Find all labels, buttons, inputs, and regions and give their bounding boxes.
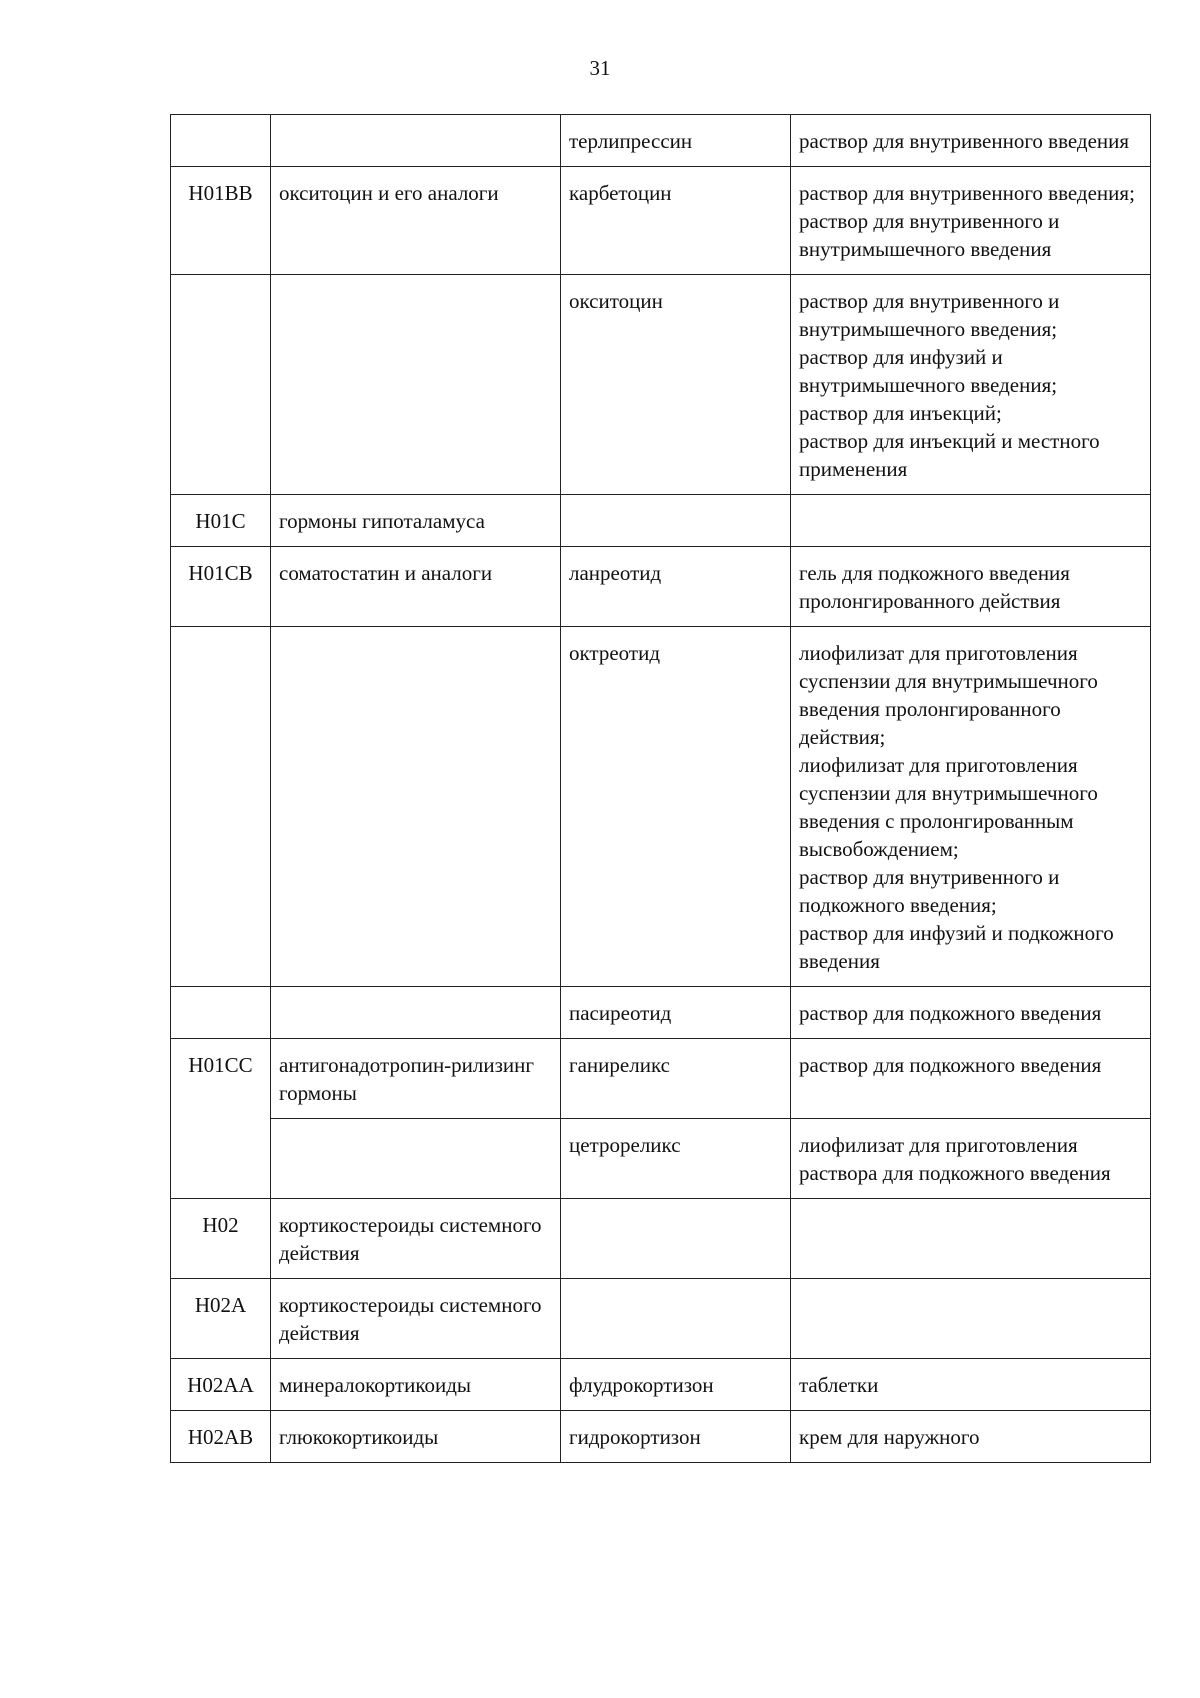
atc-code-cell: H01C bbox=[171, 495, 271, 547]
table-row bbox=[171, 627, 1151, 987]
drug-cell: флудрокортизон bbox=[561, 1359, 791, 1411]
atc-code-cell bbox=[171, 987, 271, 1039]
dosage-form-cell bbox=[791, 627, 1151, 987]
group-cell: кортикостероиды системного действия bbox=[271, 1279, 561, 1359]
drug-cell bbox=[561, 495, 791, 547]
dosage-form-line: гель для подкожного введения пролонгированного действия bbox=[799, 561, 1070, 613]
atc-code-cell: H02 bbox=[171, 1199, 271, 1279]
drug-cell: карбетоцин bbox=[561, 167, 791, 275]
drug-table bbox=[170, 114, 1151, 1463]
group-cell bbox=[271, 115, 561, 167]
group-cell: глюкокортикоиды bbox=[271, 1411, 561, 1463]
group-cell: антигонадотропин-рилизинг гормоны bbox=[271, 1039, 561, 1119]
group-cell: соматостатин и аналоги bbox=[271, 547, 561, 627]
drug-cell: октреотид bbox=[561, 627, 791, 987]
drug-cell: окситоцин bbox=[561, 275, 791, 495]
group-cell bbox=[271, 275, 561, 495]
dosage-form-line: лиофилизат для приготовления раствора для подкожного введения bbox=[799, 1133, 1111, 1185]
dosage-form-line: лиофилизат для приготовления суспензии для внутримышечного введения с пролонгированным высвобождением; bbox=[799, 753, 1098, 861]
drug-cell bbox=[561, 1199, 791, 1279]
page-number: 31 bbox=[589, 56, 611, 80]
drug-cell: ганиреликс bbox=[561, 1039, 791, 1119]
dosage-form-line: таблетки bbox=[799, 1373, 879, 1397]
group-cell bbox=[271, 627, 561, 987]
atc-code-cell bbox=[171, 115, 271, 167]
dosage-form-cell bbox=[791, 495, 1151, 547]
group-cell bbox=[271, 987, 561, 1039]
dosage-form-cell bbox=[791, 167, 1151, 275]
table-row bbox=[171, 1411, 1151, 1463]
dosage-form-line: крем для наружного bbox=[799, 1425, 980, 1449]
atc-code-cell bbox=[171, 275, 271, 495]
dosage-form-line: раствор для инфузий и внутримышечного введения; bbox=[799, 345, 1058, 397]
table-row bbox=[171, 1199, 1151, 1279]
dosage-form-cell bbox=[791, 1199, 1151, 1279]
dosage-form-line: раствор для внутривенного введения; bbox=[799, 181, 1135, 205]
group-cell bbox=[271, 1119, 561, 1199]
dosage-form-cell bbox=[791, 1359, 1151, 1411]
group-cell: окситоцин и его аналоги bbox=[271, 167, 561, 275]
drug-cell: пасиреотид bbox=[561, 987, 791, 1039]
dosage-form-cell bbox=[791, 1411, 1151, 1463]
table-row bbox=[171, 547, 1151, 627]
dosage-form-cell bbox=[791, 115, 1151, 167]
drug-cell: гидрокортизон bbox=[561, 1411, 791, 1463]
atc-code-cell: H02AB bbox=[171, 1411, 271, 1463]
atc-code-cell: H02A bbox=[171, 1279, 271, 1359]
group-cell: минералокортикоиды bbox=[271, 1359, 561, 1411]
atc-code-cell: H02AA bbox=[171, 1359, 271, 1411]
dosage-form-line: раствор для инъекций и местного применения bbox=[799, 429, 1100, 481]
table-row bbox=[171, 1119, 1151, 1199]
dosage-form-cell bbox=[791, 275, 1151, 495]
dosage-form-line: раствор для внутривенного и подкожного введения; bbox=[799, 865, 1060, 917]
atc-code-cell: H01BB bbox=[171, 167, 271, 275]
table-row bbox=[171, 495, 1151, 547]
atc-code-cell: H01CC bbox=[171, 1039, 271, 1199]
table-row bbox=[171, 115, 1151, 167]
dosage-form-line: раствор для инъекций; bbox=[799, 401, 1002, 425]
table-row bbox=[171, 1039, 1151, 1119]
atc-code-cell: H01CB bbox=[171, 547, 271, 627]
atc-code-cell bbox=[171, 627, 271, 987]
drug-cell bbox=[561, 1279, 791, 1359]
group-cell: гормоны гипоталамуса bbox=[271, 495, 561, 547]
drug-cell: ланреотид bbox=[561, 547, 791, 627]
dosage-form-cell bbox=[791, 1039, 1151, 1119]
dosage-form-line: раствор для внутривенного введения bbox=[799, 129, 1130, 153]
dosage-form-line: раствор для подкожного введения bbox=[799, 1053, 1102, 1077]
dosage-form-line: раствор для внутривенного и внутримышечного введения; bbox=[799, 289, 1060, 341]
dosage-form-line: раствор для внутривенного и внутримышечного введения bbox=[799, 209, 1060, 261]
dosage-form-line: раствор для подкожного введения bbox=[799, 1001, 1102, 1025]
dosage-form-line: лиофилизат для приготовления суспензии для внутримышечного введения пролонгированного действия; bbox=[799, 641, 1098, 749]
table-row bbox=[171, 167, 1151, 275]
group-cell: кортикостероиды системного действия bbox=[271, 1199, 561, 1279]
dosage-form-cell bbox=[791, 547, 1151, 627]
dosage-form-cell bbox=[791, 1279, 1151, 1359]
table-row bbox=[171, 275, 1151, 495]
table-row bbox=[171, 1359, 1151, 1411]
dosage-form-cell bbox=[791, 987, 1151, 1039]
dosage-form-line: раствор для инфузий и подкожного введения bbox=[799, 921, 1114, 973]
table-row bbox=[171, 987, 1151, 1039]
table-row bbox=[171, 1279, 1151, 1359]
drug-cell: цетрореликс bbox=[561, 1119, 791, 1199]
drug-cell: терлипрессин bbox=[561, 115, 791, 167]
dosage-form-cell bbox=[791, 1119, 1151, 1199]
